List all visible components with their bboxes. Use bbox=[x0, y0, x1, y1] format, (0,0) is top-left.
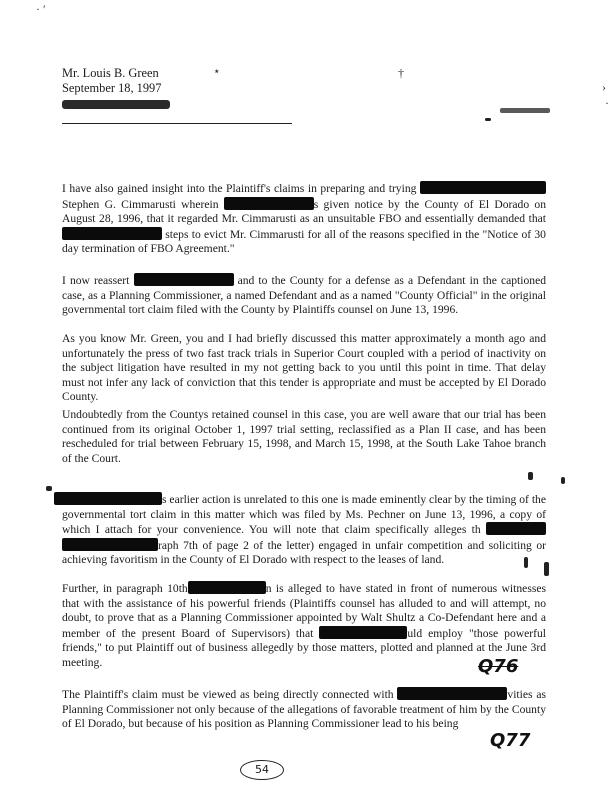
scan-smudge bbox=[500, 108, 550, 113]
handwritten-mark-q77: Q77 bbox=[490, 730, 531, 751]
redaction-bar bbox=[188, 581, 266, 594]
redaction-bar bbox=[62, 227, 162, 240]
p5-text-a: s earlier action is unrelated to this one is made eminently clear by the timing of the governmental tort claim in this matter which was filed by Ms. Pechner on June 13, 1996, a copy of which I attach for your convenience. You will note that claim specifically alleges th bbox=[62, 493, 546, 537]
paragraph-3: As you know Mr. Green, you and I had briefly discussed this matter approximately a month ago and unfortunately the press of two fast track trials in Superior Court coupled with a period of inactivity on the subject litigation have resulted in my not getting back to you until this point in time. That delay must not infer any lack of conviction that this tender is appropriate and must be accepted by El Dorado County. bbox=[62, 332, 546, 404]
header-redaction-line bbox=[62, 96, 161, 111]
p1-text-d: steps to evict Mr. Cimmarusti for all of the reasons specified in the "Notice of 30 day termination of FBO Agreement." bbox=[62, 227, 546, 256]
scan-smudge bbox=[528, 472, 533, 480]
p2-text-b: and to the County for a defense as a Defendant in the captioned case, as a Planning Commissioner, a named Defendant and as a named "County Official" in the original governmental tort claim filed with the County by Plaintiffs counsel on June 13, 1996. bbox=[62, 274, 547, 317]
p2-text-a: I now reassert bbox=[62, 274, 130, 287]
p6-text-c: uld employ "those powerful friends," to put Plaintiff out of business allegedly by those matters, plotted and planned at the June 3rd meeting. bbox=[62, 626, 547, 669]
paragraph-7 bbox=[62, 687, 546, 732]
scan-smudge bbox=[561, 477, 565, 484]
scan-speck: · bbox=[605, 96, 609, 110]
letter-date: September 18, 1997 bbox=[62, 81, 162, 95]
p6-text-a: Further, in paragraph 10th bbox=[62, 582, 188, 595]
redaction-bar bbox=[54, 492, 162, 505]
p1-text-b: Stephen G. Cimmarusti wherein bbox=[62, 197, 219, 211]
scan-speck: · ′ bbox=[36, 2, 46, 16]
paragraph-6 bbox=[62, 581, 546, 671]
scan-speck: ⋆ bbox=[213, 64, 221, 78]
scan-speck: † bbox=[398, 66, 404, 80]
scan-smudge bbox=[485, 118, 491, 121]
p6-text-b: n is alleged to have stated in front of numerous witnesses that with the assistance of his powerful friends (Plaintiffs counsel has alluded to and will attempt, no doubt, to prove that as a Planning Commissioner appointed by Walt Shultz a Co-Defendant here and a member of the present Board of Supervisors) that bbox=[62, 582, 546, 640]
paragraph-4: Undoubtedly from the Countys retained counsel in this case, you are well aware that our trial has been continued from its original October 1, 1997 trial setting, reclassified as a Plan II case, and has been rescheduled for trial between February 15, 1998, and March 15, 1998, at the South Lake Tahoe branch of the Court. bbox=[62, 408, 546, 465]
p1-text-a: I have also gained insight into the Plaintiff's claims in preparing and trying bbox=[62, 182, 417, 195]
paragraph-2 bbox=[62, 273, 546, 318]
redaction-bar bbox=[420, 181, 546, 194]
redaction-bar bbox=[62, 100, 170, 109]
redaction-bar bbox=[62, 538, 158, 551]
redaction-bar bbox=[319, 626, 407, 639]
scan-speck: › bbox=[602, 80, 606, 94]
p7-text-b: vities as Planning Commissioner not only because of the allegations of favorable treatment of him by the County of El Dorado, but because of his position as Planning Commissioner lead to his being bbox=[62, 688, 546, 731]
redaction-bar bbox=[224, 197, 314, 210]
redaction-bar bbox=[397, 687, 507, 700]
paragraph-1 bbox=[62, 181, 546, 257]
recipient-name: Mr. Louis B. Green bbox=[62, 66, 159, 80]
scan-smudge bbox=[46, 486, 52, 491]
p5-text-b: raph 7th of page 2 of the letter) engaged in unfair competition and soliciting or achieving favoritism in the County of El Dorado with respect to the leases of land. bbox=[62, 538, 546, 567]
redaction-bar bbox=[486, 522, 546, 535]
header-rule bbox=[62, 123, 292, 124]
handwritten-mark-q76: Q76 bbox=[478, 656, 519, 677]
letter-header bbox=[62, 66, 161, 111]
redaction-bar bbox=[134, 273, 234, 286]
p7-text-a: The Plaintiff's claim must be viewed as being directly connected with bbox=[62, 688, 394, 701]
paragraph-5 bbox=[62, 492, 546, 568]
page-number: 54 bbox=[240, 760, 284, 780]
p1-text-c: s given notice by the County of El Dorado on August 28, 1996, that it regarded Mr. Cimmarusti as an unsuitable FBO and essentially demanded that bbox=[62, 197, 546, 226]
